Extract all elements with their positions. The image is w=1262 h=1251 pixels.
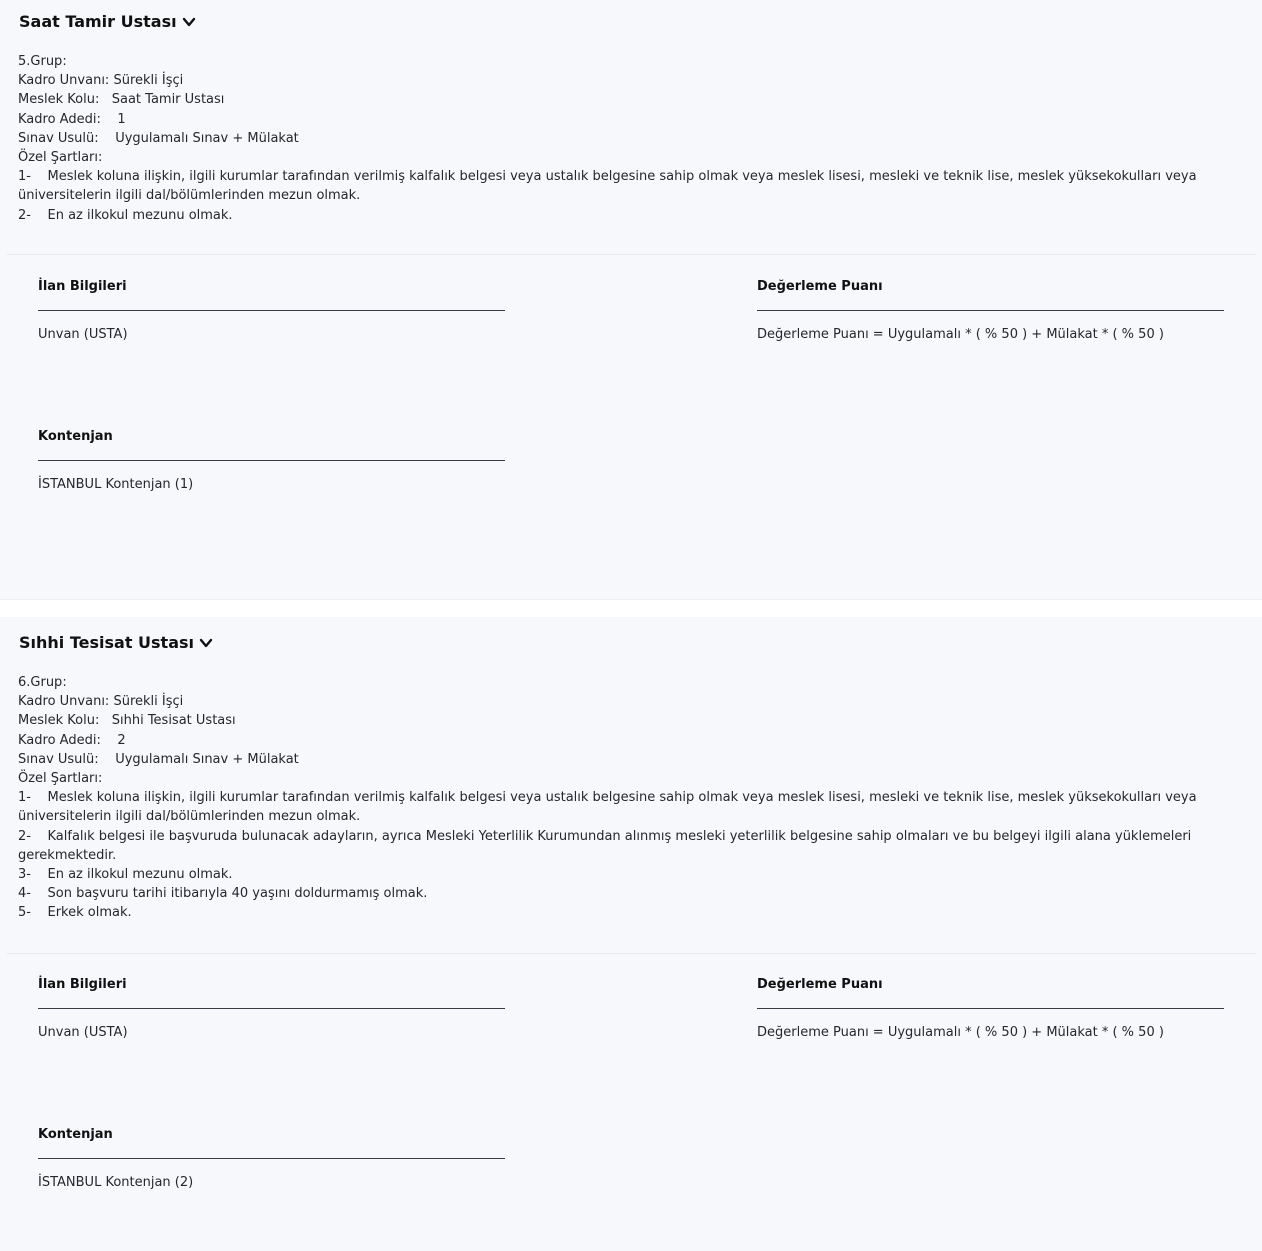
section-divider <box>7 254 1256 255</box>
degerleme-puani-title: Değerleme Puanı <box>757 977 883 992</box>
ilan-rule <box>38 310 505 311</box>
kontenjan-rule <box>38 1158 505 1159</box>
kontenjan-title: Kontenjan <box>38 1127 113 1142</box>
group-label: 5.Grup: <box>18 54 67 69</box>
chevron-down-icon <box>199 636 213 650</box>
field-sinav-usulu: Sınav Usulü: Uygulamalı Sınav + Mülakat <box>18 751 299 767</box>
chevron-down-icon <box>182 15 196 29</box>
kontenjan-value: İSTANBUL Kontenjan (1) <box>38 477 194 492</box>
ilan-bilgileri-title: İlan Bilgileri <box>38 279 127 294</box>
kontenjan-rule <box>38 460 505 461</box>
condition-item: 5- Erkek olmak. <box>18 905 132 921</box>
condition-item: 3- En az ilkokul mezunu olmak. <box>18 867 233 883</box>
field-meslek-kolu: Meslek Kolu: Sıhhi Tesisat Ustası <box>18 713 236 729</box>
condition-item: 2- Kalfalık belgesi ile başvuruda bulunacak adayların, ayrıca Mesleki Yeterlilik Kurumundan alınmış mesleki yeterlilik belgesine sahip olmaları ve bu belgeyi ilgili alana yüklemeleri gerekmektedir. <box>18 828 1196 863</box>
group-label: 6.Grup: <box>18 675 67 690</box>
special-conditions-title: Özel Şartları: <box>18 150 103 166</box>
ilan-rule <box>38 1008 505 1009</box>
condition-item: 2- En az ilkokul mezunu olmak. <box>18 207 233 223</box>
puan-value: Değerleme Puanı = Uygulamalı * ( % 50 ) + Mülakat * ( % 50 ) <box>757 1025 1164 1040</box>
condition-item: 1- Meslek koluna ilişkin, ilgili kurumlar tarafından verilmiş kalfalık belgesi veya ustalık belgesine sahip olmak veya meslek lisesi, mesleki ve teknik lise, meslek yüksekokulları veya üniversitelerin ilgili dal/bölümlerinden mezun olmak. <box>18 169 1201 204</box>
ilan-value: Unvan (USTA) <box>38 327 128 342</box>
field-meslek-kolu: Meslek Kolu: Saat Tamir Ustası <box>18 92 225 108</box>
job-section-saat-tamir <box>0 0 1262 599</box>
job-title-toggle[interactable] <box>19 633 213 652</box>
ilan-value: Unvan (USTA) <box>38 1025 128 1040</box>
degerleme-puani-title: Değerleme Puanı <box>757 279 883 294</box>
field-kadro-unvani: Kadro Unvanı: Sürekli İşçi <box>18 694 184 710</box>
section-divider <box>7 953 1256 954</box>
job-title: Saat Tamir Ustası <box>19 12 177 31</box>
puan-rule <box>757 310 1224 311</box>
job-description <box>18 52 1250 225</box>
puan-rule <box>757 1008 1224 1009</box>
job-title-toggle[interactable] <box>19 12 196 31</box>
ilan-bilgileri-title: İlan Bilgileri <box>38 977 127 992</box>
field-kadro-adedi: Kadro Adedi: 1 <box>18 111 126 127</box>
special-conditions-title: Özel Şartları: <box>18 771 103 787</box>
job-title: Sıhhi Tesisat Ustası <box>19 633 194 652</box>
puan-value: Değerleme Puanı = Uygulamalı * ( % 50 ) + Mülakat * ( % 50 ) <box>757 327 1164 342</box>
section-gap <box>0 599 1262 617</box>
kontenjan-title: Kontenjan <box>38 429 113 444</box>
field-sinav-usulu: Sınav Usulü: Uygulamalı Sınav + Mülakat <box>18 130 299 146</box>
field-kadro-unvani: Kadro Unvanı: Sürekli İşçi <box>18 73 184 89</box>
kontenjan-value: İSTANBUL Kontenjan (2) <box>38 1175 194 1190</box>
field-kadro-adedi: Kadro Adedi: 2 <box>18 732 126 748</box>
job-section-sihhi-tesisat <box>0 617 1262 1251</box>
condition-item: 4- Son başvuru tarihi itibarıyla 40 yaşını doldurmamış olmak. <box>18 886 428 902</box>
job-description <box>18 673 1250 923</box>
condition-item: 1- Meslek koluna ilişkin, ilgili kurumlar tarafından verilmiş kalfalık belgesi veya ustalık belgesine sahip olmak veya meslek lisesi, mesleki ve teknik lise, meslek yüksekokulları veya üniversitelerin ilgili dal/bölümlerinden mezun olmak. <box>18 790 1201 825</box>
